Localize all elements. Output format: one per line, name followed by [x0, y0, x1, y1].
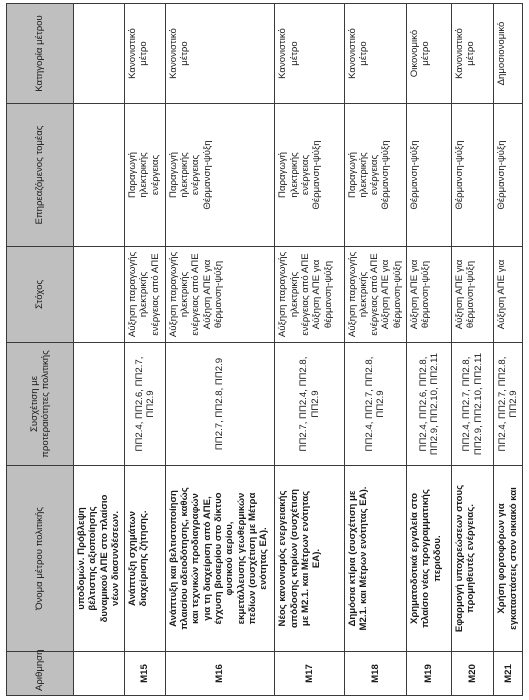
- table-row: [125, 4, 166, 696]
- cell-line: Ανάπτυξη και βελτιστοποίηση: [167, 490, 179, 627]
- cell-line: ηλεκτρικής: [179, 271, 191, 318]
- cell-line: Θέρμανση-ψύξη: [496, 140, 508, 210]
- cell-line: περιόδου.: [431, 535, 443, 582]
- cell-line: Αύξηση ΑΠΕ για: [201, 259, 213, 330]
- row-goal: [165, 247, 275, 343]
- cell-line: Αύξηση παραγωγής: [127, 251, 139, 338]
- cell-line: Νέος κανονισμός ενεργειακής: [277, 490, 289, 627]
- table-body: [74, 4, 523, 696]
- row-id: Μ15: [125, 652, 166, 696]
- cell-line: θέρμανση-ψύξη: [391, 260, 403, 329]
- cell-line: ενέργειας από ΑΠΕ: [149, 253, 161, 336]
- row-category: [494, 4, 523, 104]
- cell-line: Παραγωγή: [167, 152, 179, 198]
- cell-line: Κανονιστικό: [346, 28, 358, 79]
- table-row: [494, 4, 523, 696]
- row-goal: [125, 247, 166, 343]
- cell-line: μέτρο: [179, 41, 191, 66]
- cell-line: ηλεκτρικής: [288, 271, 300, 318]
- row-sector: [451, 104, 494, 247]
- cell-line: Παραγωγή: [277, 152, 289, 198]
- cell-line: εγκαταστάσεις στον οικιακό και: [507, 487, 519, 630]
- cell-line: θέρμανση-ψύξη: [212, 260, 224, 329]
- cell-line: Κανονιστικό: [167, 28, 179, 79]
- cell-line: πλαισίου αδειοδότησης, καθώς: [179, 487, 191, 630]
- cell-line: Αύξηση παραγωγής: [346, 251, 358, 338]
- cell-line: πλαίσιο νέας προγραμματικής: [420, 489, 432, 628]
- table-row: [344, 4, 407, 696]
- cell-line: θέρμανση-ψύξη: [322, 260, 334, 329]
- cell-line: φυσικού αερίου,: [224, 521, 236, 596]
- cell-line: Κανονιστικό: [127, 28, 139, 79]
- policy-measures-table: [6, 3, 523, 696]
- row-goal: [451, 247, 494, 343]
- cell-line: διαχείρισης ζήτησης.: [138, 510, 150, 607]
- cell-line: θέρμανση-ψύξη: [465, 260, 477, 329]
- cell-line: μέτρο: [288, 41, 300, 66]
- cell-line: ενέργειας από ΑΠΕ: [369, 253, 381, 336]
- row-category: [74, 4, 125, 104]
- row-id: Μ21: [494, 652, 523, 696]
- row-relation: ΠΠ2.4, ΠΠ2.6, ΠΠ2.8, ΠΠ2.9, ΠΠ2.10, ΠΠ2.11: [407, 343, 452, 466]
- row-id: Μ18: [344, 652, 407, 696]
- row-id: [74, 652, 125, 696]
- row-measure-name: [407, 466, 452, 652]
- cell-line: Κανονιστικό: [453, 28, 465, 79]
- cell-line: ενότητας ΕΑ).: [258, 527, 270, 590]
- cell-line: Θέρμανση-ψύξη: [409, 140, 421, 210]
- row-sector: [275, 104, 344, 247]
- cell-line: ηλεκτρικής: [138, 271, 150, 318]
- row-sector: [344, 104, 407, 247]
- cell-line: Παραγωγή: [346, 152, 358, 198]
- cell-line: ηλεκτρικής: [288, 152, 300, 198]
- cell-line: Θέρμανση-ψύξη: [311, 140, 323, 210]
- cell-line: για τη διαχείριση από ΑΠΕ,: [201, 496, 213, 621]
- table-header-row: [7, 4, 74, 696]
- cell-line: προμηθευτές ενέργειας.: [465, 504, 477, 613]
- cell-line: ενέργειας από ΑΠΕ: [190, 253, 202, 336]
- row-category: [275, 4, 344, 104]
- cell-line: Παραγωγή: [127, 152, 139, 198]
- cell-line: ΕΑ).: [311, 548, 323, 569]
- row-relation: ΠΠ2.7, ΠΠ2.8, ΠΠ2.9: [165, 343, 275, 466]
- cell-line: Αύξηση παραγωγής: [167, 251, 179, 338]
- row-measure-name: [275, 466, 344, 652]
- row-sector: [125, 104, 166, 247]
- cell-line: μέτρο: [357, 41, 369, 66]
- cell-line: ηλεκτρικής: [179, 152, 191, 198]
- cell-line: Δημόσια κτίρια (συσχέτιση με: [346, 490, 358, 627]
- row-relation: ΠΠ2.4, ΠΠ2.7, ΠΠ2.8, ΠΠ2.9: [494, 343, 523, 466]
- cell-line: με Μ2.1. και Μέτρων ενότητας: [300, 490, 312, 627]
- cell-line: Αύξηση ΑΠΕ για: [453, 259, 465, 330]
- header-sector: Επηρεαζόμενος τομέας: [7, 104, 74, 247]
- cell-line: Αύξηση ΑΠΕ για: [409, 259, 421, 330]
- table-row: [165, 4, 275, 696]
- cell-line: δυναμικού ΑΠΕ στο πλαίσιο: [98, 494, 110, 623]
- row-measure-name: [74, 466, 125, 652]
- row-category: [407, 4, 452, 104]
- cell-line: εκμετάλλευσης γεωθερμικών: [235, 492, 247, 625]
- cell-line: θέρμανση-ψύξη: [420, 260, 432, 329]
- cell-line: Αύξηση ΑΠΕ για: [380, 259, 392, 330]
- cell-line: νέων διασυνδέσεων.: [109, 511, 121, 607]
- cell-line: Μ2.1. και Μέτρων ενότητας ΕΑ).: [357, 486, 369, 631]
- cell-line: ηλεκτρικής: [357, 271, 369, 318]
- header-name: Όνομα μέτρου πολιτικής: [7, 466, 74, 652]
- row-goal: [494, 247, 523, 343]
- row-sector: [74, 104, 125, 247]
- row-measure-name: [344, 466, 407, 652]
- cell-line: πεδίων (συσχέτιση με Μέτρα: [246, 492, 258, 625]
- row-relation: ΠΠ2.4, ΠΠ2.6, ΠΠ2.7, ΠΠ2.9: [125, 343, 166, 466]
- row-goal: [407, 247, 452, 343]
- cell-line: Εφαρμογή υποχρεώσεων στους: [453, 484, 465, 633]
- cell-line: μέτρο: [465, 41, 477, 66]
- cell-line: ηλεκτρικής: [138, 152, 150, 198]
- cell-line: Ανάπτυξη σχημάτων: [127, 511, 139, 606]
- table-row: [74, 4, 125, 696]
- table-row: [451, 4, 494, 696]
- cell-line: ενέργειας: [369, 154, 381, 196]
- row-category: [451, 4, 494, 104]
- table-row: [275, 4, 344, 696]
- row-goal: [275, 247, 344, 343]
- cell-line: υποδομών. Πρόβλεψη: [76, 507, 87, 610]
- row-category: [344, 4, 407, 104]
- header-goal: Στόχος: [7, 247, 74, 343]
- row-id: Μ16: [165, 652, 275, 696]
- row-measure-name: [125, 466, 166, 652]
- row-relation: [74, 343, 125, 466]
- cell-line: Κανονιστικό: [277, 28, 289, 79]
- cell-line: Χρήση φορτοφόρων για: [496, 503, 508, 614]
- cell-line: απόδοσης κτιρίων (συσχέτιση: [288, 489, 300, 628]
- cell-line: Οικονομικό: [409, 29, 421, 78]
- row-relation: ΠΠ2.7, ΠΠ2.4, ΠΠ2.8, ΠΠ2.9: [275, 343, 344, 466]
- cell-line: και τεχνικών προδιαγραφών: [190, 493, 202, 624]
- table-row: [407, 4, 452, 696]
- row-goal: [344, 247, 407, 343]
- row-sector: [407, 104, 452, 247]
- cell-line: ενέργειας: [300, 154, 312, 196]
- header-category: Κατηγορία μέτρου: [7, 4, 74, 104]
- row-sector: [494, 104, 523, 247]
- row-relation: ΠΠ2.4, ΠΠ2.7, ΠΠ2.8, ΠΠ2.9: [344, 343, 407, 466]
- row-measure-name: [494, 466, 523, 652]
- cell-line: ενέργειας: [149, 154, 161, 196]
- cell-line: Δημοσιονομικό: [496, 21, 508, 86]
- cell-line: Αύξηση ΑΠΕ για: [311, 259, 323, 330]
- row-category: [165, 4, 275, 104]
- cell-line: ενέργειας: [190, 154, 202, 196]
- cell-line: μέτρο: [420, 41, 432, 66]
- cell-line: Θέρμανση-ψύξη: [201, 140, 213, 210]
- row-measure-name: [165, 466, 275, 652]
- cell-line: Θέρμανση-ψύξη: [453, 140, 465, 210]
- row-sector: [165, 104, 275, 247]
- cell-line: Χρηματοδοτικά εργαλεία στο: [409, 492, 421, 625]
- header-relation: Συσχέτιση με προτεραιότητες πολιτικής: [7, 343, 74, 466]
- header-id: Αριθμηση: [7, 652, 74, 696]
- cell-line: Θέρμανση-ψύξη: [380, 140, 392, 210]
- row-id: Μ20: [451, 652, 494, 696]
- row-category: [125, 4, 166, 104]
- cell-line: ενέργειας από ΑΠΕ: [300, 253, 312, 336]
- cell-line: έγχυση βιοαερίου στο δίκτυο: [212, 492, 224, 625]
- cell-line: Αύξηση ΑΠΕ για: [496, 259, 508, 330]
- row-id: Μ19: [407, 652, 452, 696]
- row-measure-name: [451, 466, 494, 652]
- row-relation: ΠΠ2.4, ΠΠ2.7, ΠΠ2.8, ΠΠ2.9, ΠΠ2.10, ΠΠ2.11: [451, 343, 494, 466]
- cell-line: ηλεκτρικής: [357, 152, 369, 198]
- row-id: Μ17: [275, 652, 344, 696]
- cell-line: βέλτιστης αξιοποίησης: [87, 506, 99, 611]
- cell-line: Αύξηση παραγωγής: [277, 251, 289, 338]
- row-goal: [74, 247, 125, 343]
- cell-line: μέτρο: [138, 41, 150, 66]
